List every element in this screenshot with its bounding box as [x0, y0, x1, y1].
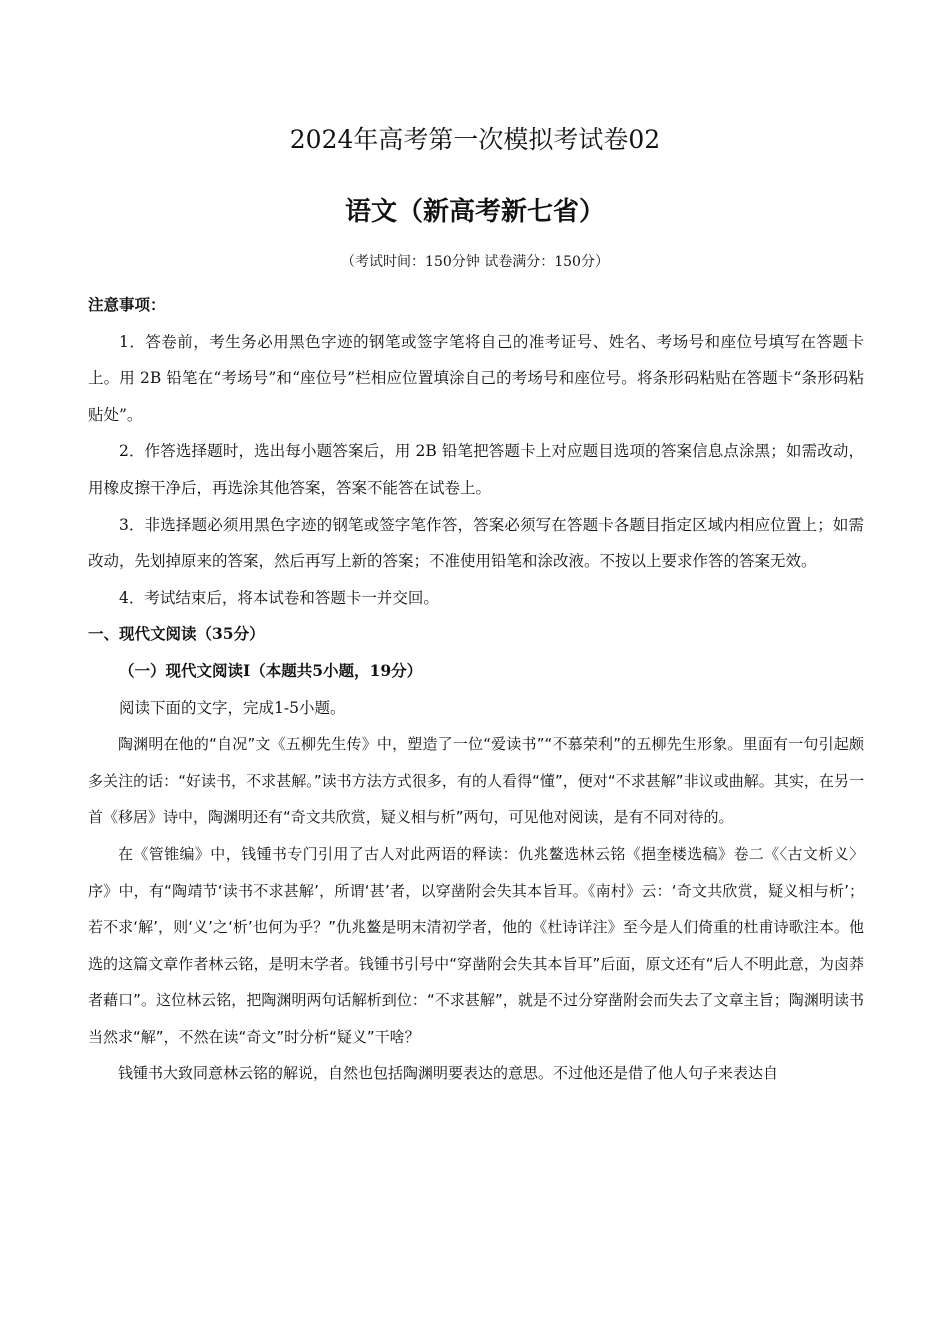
section-heading: 一、现代文阅读（35分） [88, 624, 265, 644]
reading-instruction: 阅读下面的文字，完成1-5小题。 [119, 698, 346, 717]
exam-content [88, 287, 864, 1092]
notice-heading: 注意事项： [88, 295, 166, 314]
reading-passage [88, 726, 864, 1092]
notice-item-1: 1．答卷前，考生务必用黑色字迹的钢笔或签字笔将自己的准考证号、姓名、考场号和座位号填写在答题卡上。用 2B 铅笔在“考场号”和“座位号”栏相应位置填涂自己的考场号和座位号。将条形码粘贴在答题卡“条形码粘贴处”。 [88, 332, 864, 424]
section-subheading: （一）现代文阅读Ⅰ（本题共5小题，19分） [119, 660, 423, 680]
notice-item-4: 4．考试结束后，将本试卷和答题卡一并交回。 [119, 588, 439, 607]
passage-paragraph-2: 在《管锥编》中，钱锺书专门引用了古人对此两语的释读：仇兆鳌选林云铭《挹奎楼选稿》卷二《〈古文析义〉序》中，有“陶靖节‘读书不求甚解’，所谓‘甚’者，以穿凿附会失其本旨耳。《南村》云：‘奇文共欣赏，疑义相与析’；若不求‘解’，则‘义’之‘析’也何为乎？”仇兆鳌是明末清初学者，他的《杜诗详注》至今是人们倚重的杜甫诗歌注本。他选的这篇文章作者林云铭，是明末学者。钱锺书引号中“穿凿附会失其本旨耳”后面，原文还有“后人不明此意，为卤莽者藉口”。这位林云铭，把陶渊明两句话解析到位：“不求甚解”，就是不过分穿凿附会而失去了文章主旨；陶渊明读书当然求“解”，不然在读“奇文”时分析“疑义”干啥？ [88, 844, 864, 1046]
exam-time-score-info: （考试时间：150分钟 试卷满分：150分） [341, 254, 609, 270]
passage-paragraph-1: 陶渊明在他的“自况”文《五柳先生传》中，塑造了一位“爱读书”“不慕荣利”的五柳先生形象。里面有一句引起颇多关注的话：“好读书，不求甚解。”读书方法方式很多，有的人看得“懂”，便对“不求甚解”非议或曲解。其实，在另一首《移居》诗中，陶渊明还有“奇文共欣赏，疑义相与析”两句，可见他对阅读，是有不同对待的。 [88, 735, 864, 827]
exam-subtitle: 语文（新高考新七省） [344, 197, 605, 227]
passage-paragraph-3: 钱锺书大致同意林云铭的解说，自然也包括陶渊明要表达的意思。不过他还是借了他人句子来表达自 [118, 1064, 779, 1083]
notice-item-3: 3．非选择题必须用黑色字迹的钢笔或签字笔作答，答案必须写在答题卡各题目指定区域内相应位置上；如需改动，先划掉原来的答案，然后再写上新的答案；不准使用铅笔和涂改液。不按以上要求作答的答案无效。 [88, 515, 864, 571]
exam-title: 2024年高考第一次模拟考试卷02 [289, 125, 661, 154]
notice-item-2: 2．作答选择题时，选出每小题答案后，用 2B 铅笔把答题卡上对应题目选项的答案信息点涂黑；如需改动，用橡皮擦干净后，再选涂其他答案，答案不能答在试卷上。 [88, 442, 864, 497]
